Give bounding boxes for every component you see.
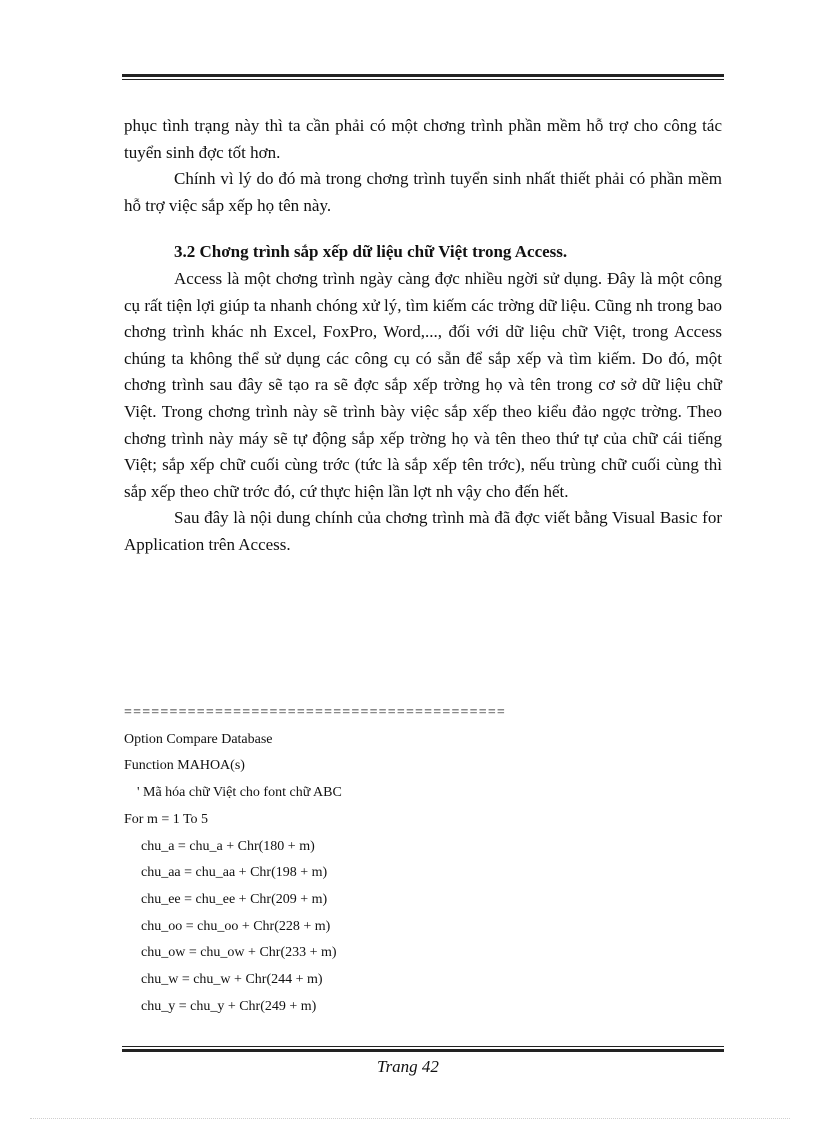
code-line: For m = 1 To 5: [124, 811, 209, 827]
page-number: Trang 42: [377, 1057, 439, 1076]
code-line: chu_y = chu_y + Chr(249 + m): [141, 998, 317, 1014]
paragraph-reason: Chính vì lý do đó mà trong chơng trình tuyển sinh nhất thiết phải có phần mềm hỗ trợ việc sắp xếp họ tên này.: [124, 169, 722, 215]
paragraph-access: Access là một chơng trình ngày càng đợc nhiều ngời sử dụng. Đây là một công cụ rất tiện lợi giúp ta nhanh chóng xử lý, tìm kiếm các trờng dữ liệu. Cũng nh trong bao chơng trình khác nh Excel, FoxPro, Word,..., đối với dữ liệu chữ Việt, trong Access chúng ta không thể sử dụng các công cụ có sẵn để sắp xếp và tìm kiếm. Do đó, một chơng trình sau đây sẽ tạo ra sẽ đợc sắp xếp trờng họ và tên trong cơ sở dữ liệu chữ Việt. Trong chơng trình này sẽ trình bày việc sắp xếp theo kiểu đảo ngợc trờng. Theo chơng trình này máy sẽ tự động sắp xếp trờng họ và tên theo thứ tự của chữ cái tiếng Việt; sắp xếp chữ cuối cùng trớc (tức là sắp xếp tên trớc), nếu trùng chữ cuối cùng thì sắp xếp theo chữ trớc đó, cứ thực hiện lần lợt nh vậy cho đến hết.: [124, 268, 722, 501]
paragraph-continuation: phục tình trạng này thì ta cần phải có một chơng trình phần mềm hỗ trợ cho công tác tuyển sinh đợc tốt hơn.: [124, 116, 722, 162]
paragraph-intro-code: Sau đây là nội dung chính của chơng trình mà đã đợc viết bằng Visual Basic for Application trên Access.: [124, 508, 722, 554]
footer-rule: [122, 1046, 724, 1052]
document-body: [124, 113, 722, 559]
code-line: chu_w = chu_w + Chr(244 + m): [141, 972, 323, 988]
code-line: chu_a = chu_a + Chr(180 + m): [141, 838, 315, 854]
code-line: chu_oo = chu_oo + Chr(228 + m): [141, 918, 331, 934]
section-heading: 3.2 Chơng trình sắp xếp dữ liệu chữ Việt trong Access.: [174, 242, 568, 262]
header-rule: [122, 74, 724, 80]
page-edge-divider: [30, 1118, 790, 1119]
code-line: chu_ee = chu_ee + Chr(209 + m): [141, 891, 328, 907]
code-line: Function MAHOA(s): [124, 758, 245, 774]
code-comment: ' Mã hóa chữ Việt cho font chữ ABC: [137, 785, 342, 801]
code-separator: ==========================================: [124, 705, 507, 720]
code-line: chu_ow = chu_ow + Chr(233 + m): [141, 945, 337, 961]
code-line: chu_aa = chu_aa + Chr(198 + m): [141, 865, 328, 881]
code-listing: [124, 700, 684, 1020]
code-line: Option Compare Database: [124, 731, 273, 747]
